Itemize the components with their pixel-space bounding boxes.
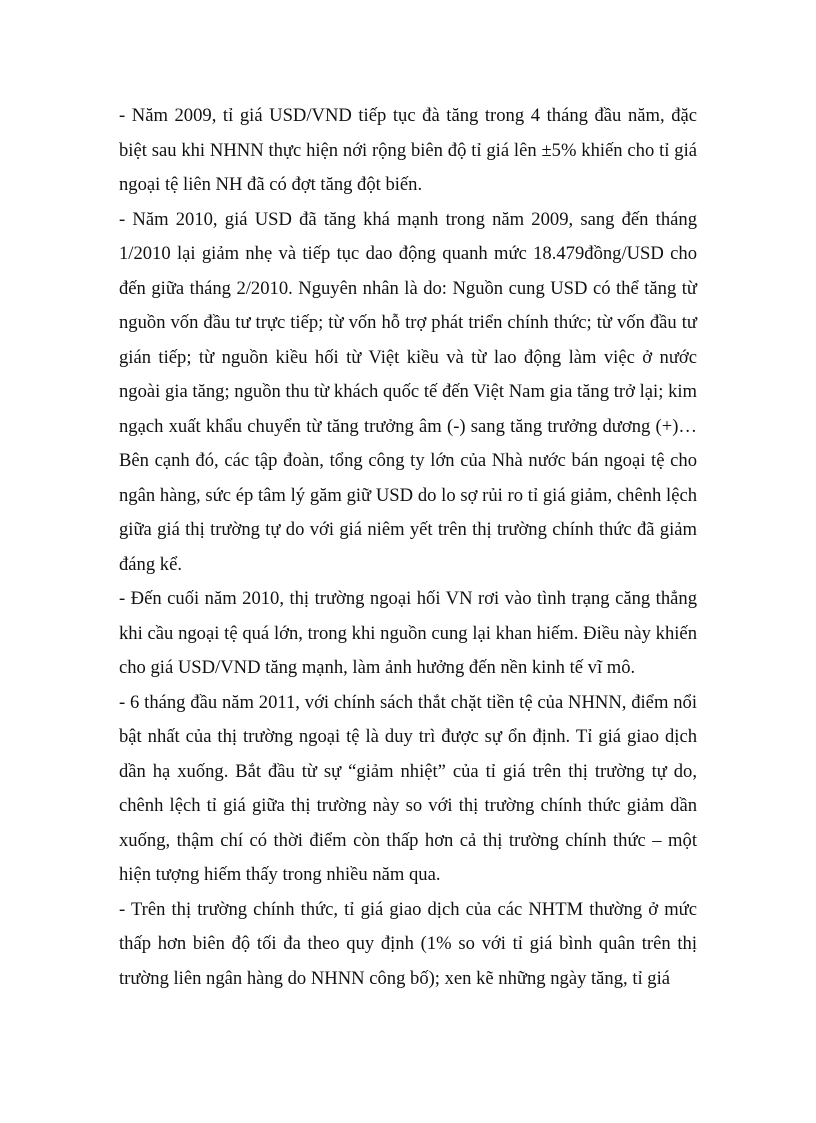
paragraph-end-2010: - Đến cuối năm 2010, thị trường ngoại hối VN rơi vào tình trạng căng thẳng khi cầu ngoại tệ quá lớn, trong khi nguồn cung lại khan hiếm. Điều này khiến cho giá USD/VND tăng mạnh, làm ảnh hưởng đến nền kinh tế vĩ mô.	[119, 588, 697, 678]
paragraph-2009: - Năm 2009, tỉ giá USD/VND tiếp tục đà tăng trong 4 tháng đầu năm, đặc biệt sau khi NHNN thực hiện nới rộng biên độ tỉ giá lên ±5% khiến cho tỉ giá ngoại tệ liên NH đã có đợt tăng đột biến.	[119, 105, 697, 195]
paragraph-official-market: - Trên thị trường chính thức, tỉ giá giao dịch của các NHTM thường ở mức thấp hơn biên độ tối đa theo quy định (1% so với tỉ giá bình quân trên thị trường liên ngân hàng do NHNN công bố); xen kẽ những ngày tăng, tỉ giá	[119, 898, 697, 989]
paragraph-2010: - Năm 2010, giá USD đã tăng khá mạnh trong năm 2009, sang đến tháng 1/2010 lại giảm nhẹ và tiếp tục dao động quanh mức 18.479đồng/USD cho đến giữa tháng 2/2010. Nguyên nhân là do: Nguồn cung USD có thể tăng từ nguồn vốn đầu tư trực tiếp; từ vốn hỗ trợ phát triển chính thức; từ vốn đầu tư gián tiếp; từ nguồn kiều hối từ Việt kiều và từ lao động làm việc ở nước ngoài gia tăng; nguồn thu từ khách quốc tế đến Việt Nam gia tăng trở lại; kim ngạch xuất khẩu chuyển từ tăng trưởng âm (-) sang tăng trưởng dương (+)… Bên cạnh đó, các tập đoàn, tổng công ty lớn của Nhà nước bán ngoại tệ cho ngân hàng, sức ép tâm lý găm giữ USD do lo sợ rủi ro tỉ giá giảm, chênh lệch giữa giá thị trường tự do với giá niêm yết trên thị trường chính thức đã giảm đáng kể.	[119, 208, 697, 575]
document-page	[119, 99, 697, 996]
paragraph-2011: - 6 tháng đầu năm 2011, với chính sách thắt chặt tiền tệ của NHNN, điểm nổi bật nhất của thị trường ngoại tệ là duy trì được sự ổn định. Tỉ giá giao dịch dần hạ xuống. Bắt đầu từ sự “giảm nhiệt” của tỉ giá trên thị trường tự do, chênh lệch tỉ giá giữa thị trường này so với thị trường chính thức giảm dần xuống, thậm chí có thời điểm còn thấp hơn cả thị trường chính thức – một hiện tượng hiếm thấy trong nhiều năm qua.	[119, 691, 697, 885]
